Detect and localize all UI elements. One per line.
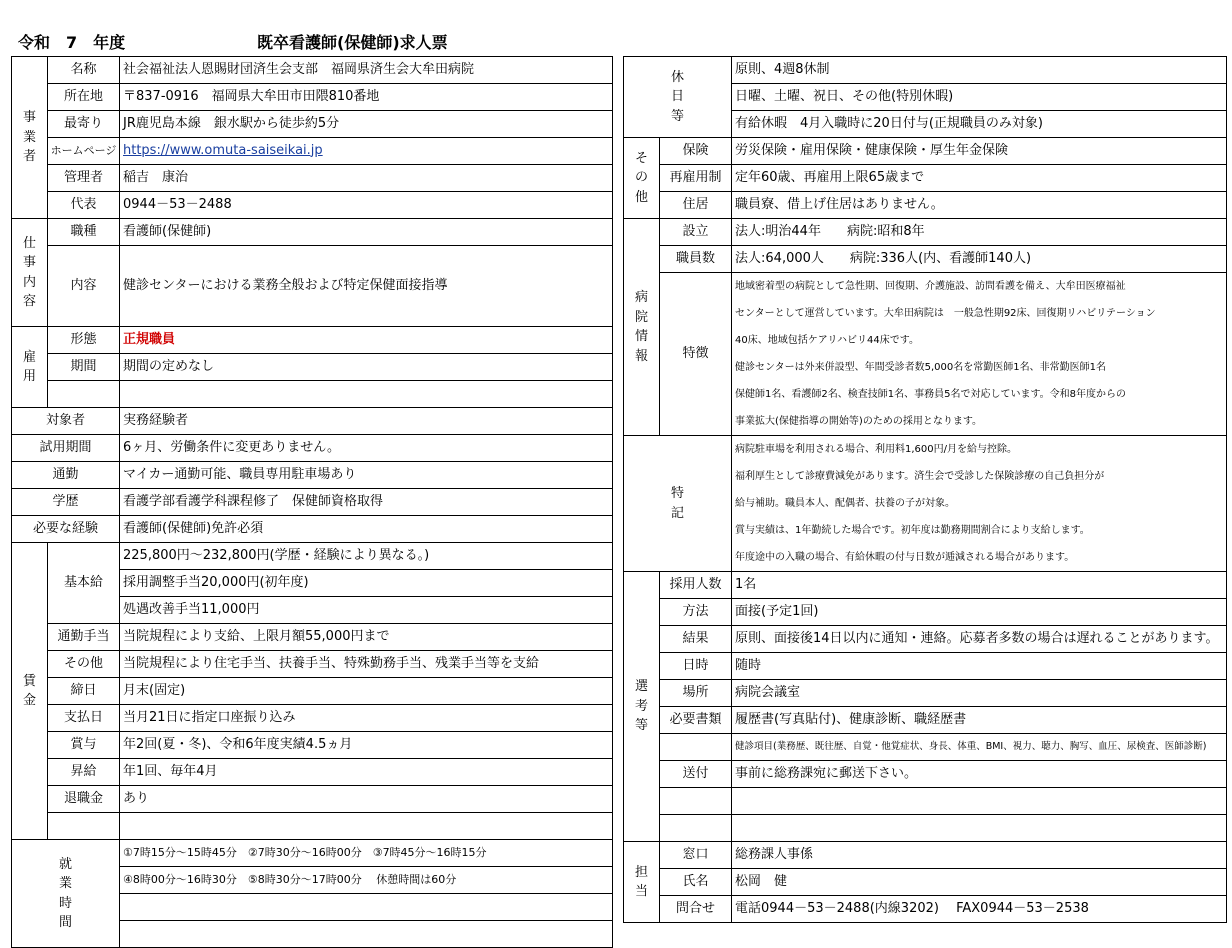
section-wages: 賃 金 [12,543,48,840]
documents-label: 必要書類 [660,707,732,734]
hire-count-label: 採用人数 [660,572,732,599]
job-content: 健診センターにおける業務全般および特定保健面接指導 [120,246,613,327]
method: 面接(予定1回) [732,599,1227,626]
bonus: 年2回(夏・冬)、令和6年度実績4.5ヵ月 [120,732,613,759]
employer-address: 〒837-0916 福岡県大牟田市田隈810番地 [120,84,613,111]
note-line: 福利厚生として診療費減免があります。済生会で受診した保険診療の自己負担分が [735,471,1105,482]
employer-name: 社会福祉法人恩賜財団済生会支部 福岡県済生会大牟田病院 [120,57,613,84]
section-hospital-info: 病 院 情 報 [624,219,660,436]
inquiry: 電話0944－53－2488(内線3202) FAX0944－53－2538 [732,896,1227,923]
bonus-label: 賞与 [48,732,120,759]
fiscal-year: 令和 7 年度 [18,33,126,52]
work-hours-line: ①7時15分～15時45分 ②7時30分～16時00分 ③7時45分～16時15分 [120,840,613,867]
experience: 看護師(保健師)免許必須 [120,516,613,543]
access-label: 最寄り [48,111,120,138]
contact-name-label: 氏名 [660,869,732,896]
place-label: 場所 [660,680,732,707]
send-label: 送付 [660,761,732,788]
section-other: そ の 他 [624,138,660,219]
contact-window: 総務課人事係 [732,842,1227,869]
commute-label: 通勤 [12,462,120,489]
education: 看護学部看護学科課程修了 保健師資格取得 [120,489,613,516]
other-allowance-label: その他 [48,651,120,678]
founded-label: 設立 [660,219,732,246]
name-label: 名称 [48,57,120,84]
empty-cell [732,815,1227,842]
type-label: 形態 [48,327,120,354]
date: 随時 [732,653,1227,680]
section-contact: 担 当 [624,842,660,923]
feature-line: 40床、地域包括ケアリハビリ44床です。 [735,335,919,346]
inquiry-label: 問合せ [660,896,732,923]
phone-label: 代表 [48,192,120,219]
documents-detail: 健診項目(業務歴、既往歴、自覚・他覚症状、身長、体重、BMI、視力、聴力、胸写、血圧、尿検査、医師診断) [732,734,1227,761]
target-label: 対象者 [12,408,120,435]
note-line: 年度途中の入職の場合、有給休暇の付与日数が逓減される場合があります。 [735,552,1075,563]
base-salary-line: 処遇改善手当11,000円 [120,597,613,624]
base-salary-label: 基本給 [48,543,120,624]
trial-label: 試用期間 [12,435,120,462]
feature-line: 健診センターは外来併設型、年間受診者数5,000名を常勤医師1名、非常勤医師1名 [735,362,1106,373]
trial-period: 6ヶ月、労働条件に変更ありません。 [120,435,613,462]
cutoff-date: 月末(固定) [120,678,613,705]
experience-label: 必要な経験 [12,516,120,543]
holiday-line: 有給休暇 4月入職時に20日付与(正規職員のみ対象) [732,111,1227,138]
target: 実務経験者 [120,408,613,435]
empty-cell [732,788,1227,815]
payday-label: 支払日 [48,705,120,732]
address-label: 所在地 [48,84,120,111]
staff-label: 職員数 [660,246,732,273]
note-line: 病院駐車場を利用される場合、利用料1,600円/月を給与控除。 [735,444,1018,455]
holiday-line: 原則、4週8休制 [732,57,1227,84]
section-work: 仕 事 内 容 [12,219,48,327]
date-label: 日時 [660,653,732,680]
notes [732,436,1227,572]
founded: 法人:明治44年 病院:昭和8年 [732,219,1227,246]
phone-number: 0944－53－2488 [120,192,613,219]
payday: 当月21日に指定口座振り込み [120,705,613,732]
content-label: 内容 [48,246,120,327]
rehire: 定年60歳、再雇用上限65歳まで [732,165,1227,192]
left-table [11,56,613,948]
job-title: 看護師(保健師) [120,219,613,246]
housing-label: 住居 [660,192,732,219]
right-table [623,56,1227,923]
hire-count: 1名 [732,572,1227,599]
retirement-label: 退職金 [48,786,120,813]
raise-label: 昇給 [48,759,120,786]
section-employer: 事 業 者 [12,57,48,219]
retirement-allowance: あり [120,786,613,813]
holiday-line: 日曜、土曜、祝日、その他(特別休暇) [732,84,1227,111]
commute-allowance-label: 通勤手当 [48,624,120,651]
rehire-label: 再雇用制 [660,165,732,192]
education-label: 学歴 [12,489,120,516]
feature-line: 保健師1名、看護師2名、検査技師1名、事務員5名で対応しています。令和8年度からの [735,389,1127,400]
section-notes: 特 記 [624,436,732,572]
raise: 年1回、毎年4月 [120,759,613,786]
feature-line: 地域密着型の病院として急性期、回復期、介護施設、訪問看護を備え、大牟田医療福祉 [735,281,1126,292]
homepage-link[interactable]: https://www.omuta-saiseikai.jp [123,142,323,158]
insurance-label: 保険 [660,138,732,165]
feature-line: 事業拡大(保健指導の開始等)のための採用となります。 [735,416,983,427]
work-hours-line: ④8時00分～16時30分 ⑤8時30分～17時00分 休憩時間は60分 [120,867,613,894]
insurance: 労災保険・雇用保険・健康保険・厚生年金保険 [732,138,1227,165]
features-label: 特徴 [660,273,732,436]
commute-allowance: 当院規程により支給、上限月額55,000円まで [120,624,613,651]
employment-period: 期間の定めなし [120,354,613,381]
empty-cell [120,921,613,948]
period-label: 期間 [48,354,120,381]
housing: 職員寮、借上げ住居はありません。 [732,192,1227,219]
contact-name: 松岡 健 [732,869,1227,896]
method-label: 方法 [660,599,732,626]
empty-cell [120,813,613,840]
note-line: 賞与実績は、1年勤続した場合です。初年度は勤務期間割合により支給します。 [735,525,1090,536]
employer-access: JR鹿児島本線 銀水駅から徒歩約5分 [120,111,613,138]
job-label: 職種 [48,219,120,246]
features [732,273,1227,436]
section-employment: 雇 用 [12,327,48,408]
other-allowance: 当院規程により住宅手当、扶養手当、特殊勤務手当、残業手当等を支給 [120,651,613,678]
empty-cell [120,894,613,921]
empty-cell [120,381,613,408]
window-label: 窓口 [660,842,732,869]
documents: 履歴書(写真貼付)、健康診断、職経歴書 [732,707,1227,734]
homepage-label: ホームページ [48,138,120,165]
commute: マイカー通勤可能、職員専用駐車場あり [120,462,613,489]
section-selection: 選 考 等 [624,572,660,842]
manager-label: 管理者 [48,165,120,192]
note-line: 給与補助。職員本人、配偶者、扶養の子が対象。 [735,498,956,509]
staff-count: 法人:64,000人 病院:336人(内、看護師140人) [732,246,1227,273]
section-holidays: 休 日 等 [624,57,732,138]
employment-type: 正規職員 [123,331,176,347]
page-title: 既卒看護師(保健師)求人票 [257,33,448,52]
feature-line: センターとして運営しています。大牟田病院は 一般急性期92床、回復期リハビリテーション [735,308,1156,319]
result-label: 結果 [660,626,732,653]
base-salary-line: 225,800円～232,800円(学歴・経験により異なる。) [120,543,613,570]
manager-name: 稲吉 康治 [120,165,613,192]
cutoff-label: 締日 [48,678,120,705]
base-salary-line: 採用調整手当20,000円(初年度) [120,570,613,597]
place: 病院会議室 [732,680,1227,707]
send: 事前に総務課宛に郵送下さい。 [732,761,1227,788]
section-work-hours: 就 業 時 間 [12,840,120,948]
result: 原則、面接後14日以内に通知・連絡。応募者多数の場合は遅れることがあります。 [732,626,1227,653]
